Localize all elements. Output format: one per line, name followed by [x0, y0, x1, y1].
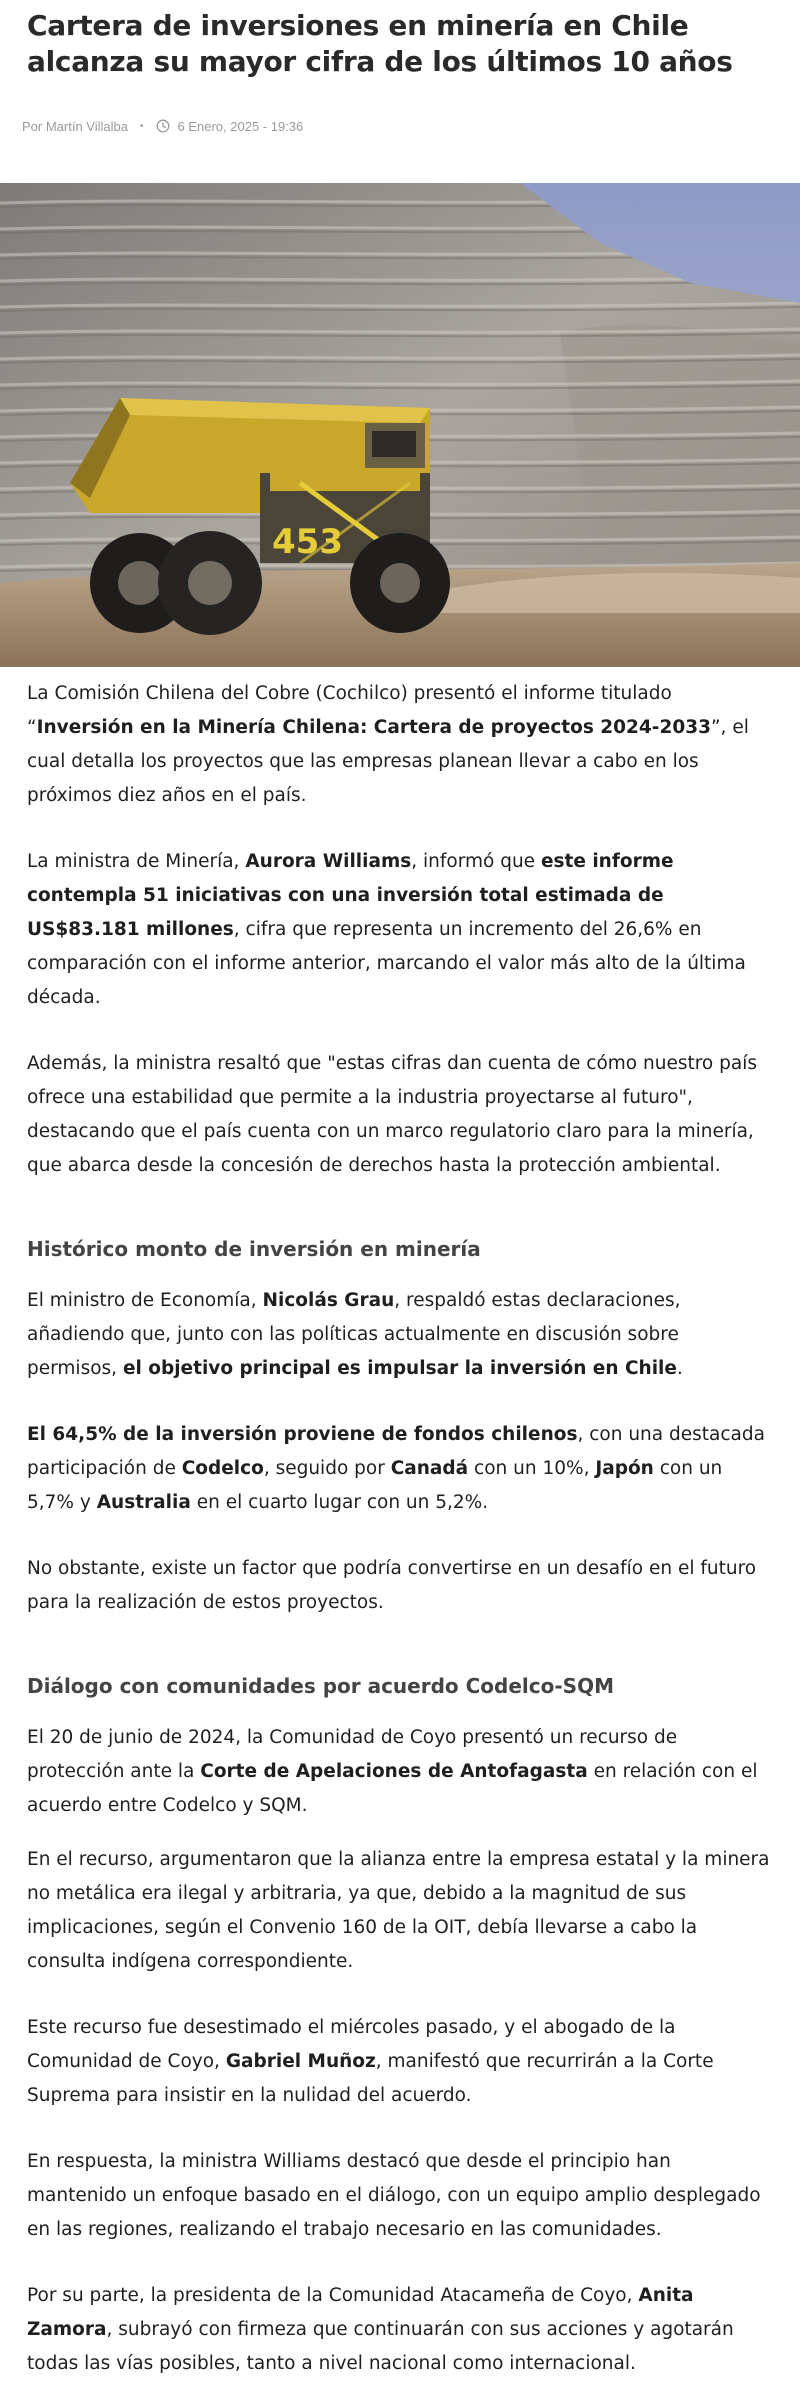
article-title: Cartera de inversiones en minería en Chile alcanza su mayor cifra de los últimos 10 años	[27, 9, 733, 78]
publish-date: 6 Enero, 2025 - 19:36	[177, 118, 304, 134]
paragraph-2: La ministra de Minería, Aurora Williams, informó que este informe contempla 51 iniciativas con una inversión total estimada de US$83.181 millones, cifra que representa un incremento del 26,6% en comparación con el informe anterior, marcando el valor más alto de la última década.	[27, 851, 746, 1008]
section-heading-dialogue: Diálogo con comunidades por acuerdo Codelco-SQM	[27, 1674, 614, 1698]
article-body	[0, 677, 800, 2381]
paragraph-4: El ministro de Economía, Nicolás Grau, respaldó estas declaraciones, añadiendo que, junto con las políticas actualmente en discusión sobre permisos, el objetivo principal es impulsar la inversión en Chile.	[27, 1290, 683, 1379]
paragraph-3: Además, la ministra resaltó que "estas cifras dan cuenta de cómo nuestro país ofrece una estabilidad que permite a la industria proyectarse al futuro", destacando que el país cuenta con un marco regulatorio claro para la minería, que abarca desde la concesión de derechos hasta la protección ambiental.	[27, 1053, 757, 1176]
meta-separator: •	[139, 120, 144, 132]
paragraph-6: No obstante, existe un factor que podría convertirse en un desafío en el futuro para la realización de estos proyectos.	[27, 1558, 757, 1613]
author-link[interactable]: Por Martín Villalba	[22, 118, 128, 134]
paragraph-11: Por su parte, la presidenta de la Comunidad Atacameña de Coyo, Anita Zamora, subrayó con firmeza que continuarán con sus acciones y agotarán todas las vías posibles, tanto a nivel nacional como internacional.	[27, 2285, 734, 2374]
article-meta	[0, 80, 800, 142]
paragraph-9: Este recurso fue desestimado el miércoles pasado, y el abogado de la Comunidad de Coyo, Gabriel Muñoz, manifestó que recurrirán a la Corte Suprema para insistir en la nulidad del acuerdo.	[27, 2017, 714, 2106]
paragraph-7: El 20 de junio de 2024, la Comunidad de Coyo presentó un recurso de protección ante la Corte de Apelaciones de Antofagasta en relación con el acuerdo entre Codelco y SQM.	[27, 1727, 758, 1816]
paragraph-8: En el recurso, argumentaron que la alianza entre la empresa estatal y la minera no metálica era ilegal y arbitraria, ya que, debido a la magnitud de sus implicaciones, según el Convenio 160 de la OIT, debía llevarse a cabo la consulta indígena correspondiente.	[27, 1849, 770, 1972]
report-title: Inversión en la Minería Chilena: Cartera de proyectos 2024-2033	[36, 717, 711, 738]
hero-image	[0, 183, 800, 667]
mine-truck-photo	[0, 183, 800, 667]
truck-number: 453	[272, 522, 343, 562]
section-heading-investment: Histórico monto de inversión en minería	[27, 1237, 481, 1261]
clock-icon	[156, 119, 170, 133]
paragraph-5: El 64,5% de la inversión proviene de fondos chilenos, con una destacada participación de Codelco, seguido por Canadá con un 10%, Japón con un 5,7% y Australia en el cuarto lugar con un 5,2%.	[27, 1424, 765, 1513]
paragraph-1: La Comisión Chilena del Cobre (Cochilco) presentó el informe titulado “Inversión en la Minería Chilena: Cartera de proyectos 2024-2033”, el cual detalla los proyectos que las empresas planean llevar a cabo en los próximos diez años en el país.	[27, 683, 749, 806]
paragraph-10: En respuesta, la ministra Williams destacó que desde el principio han mantenido un enfoque basado en el diálogo, con un equipo amplio desplegado en las regiones, realizando el trabajo necesario en las comunidades.	[27, 2151, 761, 2240]
